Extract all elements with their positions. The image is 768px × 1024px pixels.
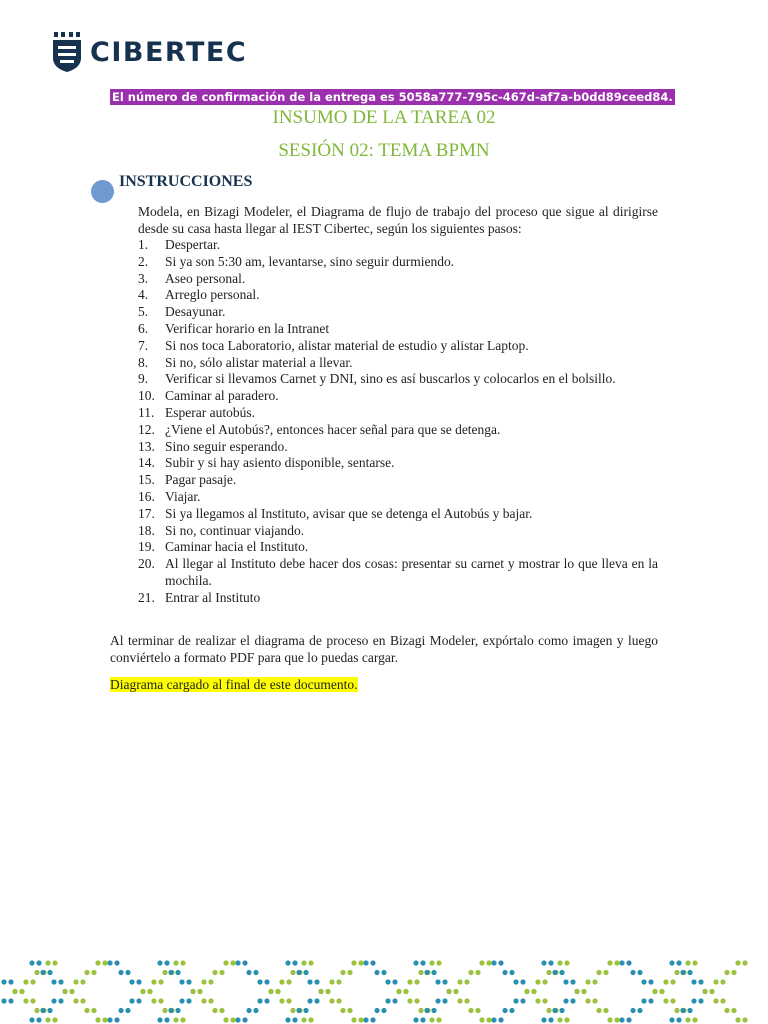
step-item	[138, 506, 658, 523]
step-number: 5.	[138, 304, 149, 320]
step-number: 3.	[138, 270, 149, 286]
section-heading: INSTRUCCIONES	[119, 173, 253, 190]
step-number: 18.	[138, 522, 155, 538]
step-text: Entrar al Instituto	[165, 589, 261, 605]
step-text: Viajar.	[165, 488, 201, 504]
step-text: Si no, continuar viajando.	[165, 522, 305, 538]
step-number: 12.	[138, 421, 155, 437]
step-item	[138, 271, 658, 288]
step-number: 21.	[138, 589, 155, 605]
step-text: Verificar horario en la Intranet	[165, 320, 330, 336]
step-item	[138, 254, 658, 271]
step-number: 17.	[138, 505, 155, 521]
step-number: 10.	[138, 388, 155, 404]
confirmation-banner: El número de confirmación de la entrega es 5058a777-795c-467d-af7a-b0dd89ceed84.	[112, 90, 673, 104]
step-item	[138, 489, 658, 506]
step-item	[138, 304, 658, 321]
note-text: Diagrama cargado al final de este documento.	[110, 677, 358, 692]
step-number: 4.	[138, 287, 149, 303]
step-text: Desayunar.	[165, 304, 226, 320]
document-subtitle: SESIÓN 02: TEMA BPMN	[278, 140, 490, 161]
intro-paragraph: Modela, en Bizagi Modeler, el Diagrama de flujo de trabajo del proceso que sigue al dirigirse desde su casa hasta llegar al IEST Cibertec, según los siguientes pasos:	[138, 204, 658, 236]
step-number: 13.	[138, 438, 155, 454]
document-title: INSUMO DE LA TAREA 02	[272, 107, 496, 128]
step-text: ¿Viene el Autobús?, entonces hacer señal para que se detenga.	[165, 421, 501, 437]
step-item	[138, 439, 658, 456]
step-number: 2.	[138, 253, 149, 269]
step-text: Sino seguir esperando.	[165, 438, 288, 454]
step-number: 20.	[138, 556, 155, 572]
step-item	[138, 455, 658, 472]
step-number: 14.	[138, 455, 155, 471]
highlighted-note	[110, 676, 358, 693]
step-item	[138, 371, 658, 388]
step-item	[138, 590, 658, 607]
step-text: Verificar si llevamos Carnet y DNI, sino es así buscarlos y colocarlos en el bolsillo.	[165, 371, 616, 387]
step-text: Caminar hacia el Instituto.	[165, 539, 309, 555]
step-item	[138, 388, 658, 405]
step-item	[138, 338, 658, 355]
step-text: Pagar pasaje.	[165, 472, 237, 488]
step-text: Esperar autobús.	[165, 404, 255, 420]
step-item	[138, 523, 658, 540]
step-item	[138, 556, 658, 590]
step-item	[138, 287, 658, 304]
step-text: Al llegar al Instituto debe hacer dos cosas: presentar su carnet y mostrar lo que lleva en la mochila.	[165, 556, 658, 588]
step-number: 8.	[138, 354, 149, 370]
step-item	[138, 405, 658, 422]
steps-list	[138, 237, 658, 607]
step-text: Arreglo personal.	[165, 287, 260, 303]
step-number: 6.	[138, 320, 149, 336]
step-text: Si ya son 5:30 am, levantarse, sino seguir durmiendo.	[165, 253, 455, 269]
step-item	[138, 539, 658, 556]
bullet-circle-icon	[91, 180, 114, 203]
step-text: Caminar al paradero.	[165, 388, 279, 404]
step-item	[138, 422, 658, 439]
step-number: 11.	[138, 404, 155, 420]
step-text: Si no, sólo alistar material a llevar.	[165, 354, 353, 370]
step-number: 15.	[138, 472, 155, 488]
step-number: 19.	[138, 539, 155, 555]
step-item	[138, 355, 658, 372]
step-text: Si ya llegamos al Instituto, avisar que se detenga el Autobús y bajar.	[165, 505, 533, 521]
shield-icon	[52, 32, 82, 72]
step-text: Aseo personal.	[165, 270, 246, 286]
step-number: 7.	[138, 337, 149, 353]
step-text: Si nos toca Laboratorio, alistar material de estudio y alistar Laptop.	[165, 337, 529, 353]
brand-name: CIBERTEC	[90, 36, 248, 68]
step-number: 1.	[138, 237, 149, 252]
step-text: Despertar.	[165, 237, 221, 252]
step-text: Subir y si hay asiento disponible, sentarse.	[165, 455, 395, 471]
step-item	[138, 321, 658, 338]
closing-paragraph: Al terminar de realizar el diagrama de proceso en Bizagi Modeler, expórtalo como imagen y luego conviértelo a formato PDF para que lo puedas cargar.	[110, 633, 658, 665]
step-number: 9.	[138, 371, 149, 387]
step-item	[138, 237, 658, 254]
cibertec-logo	[52, 32, 247, 72]
step-item	[138, 472, 658, 489]
step-number: 16.	[138, 488, 155, 504]
decorative-dot-pattern	[0, 958, 768, 1024]
